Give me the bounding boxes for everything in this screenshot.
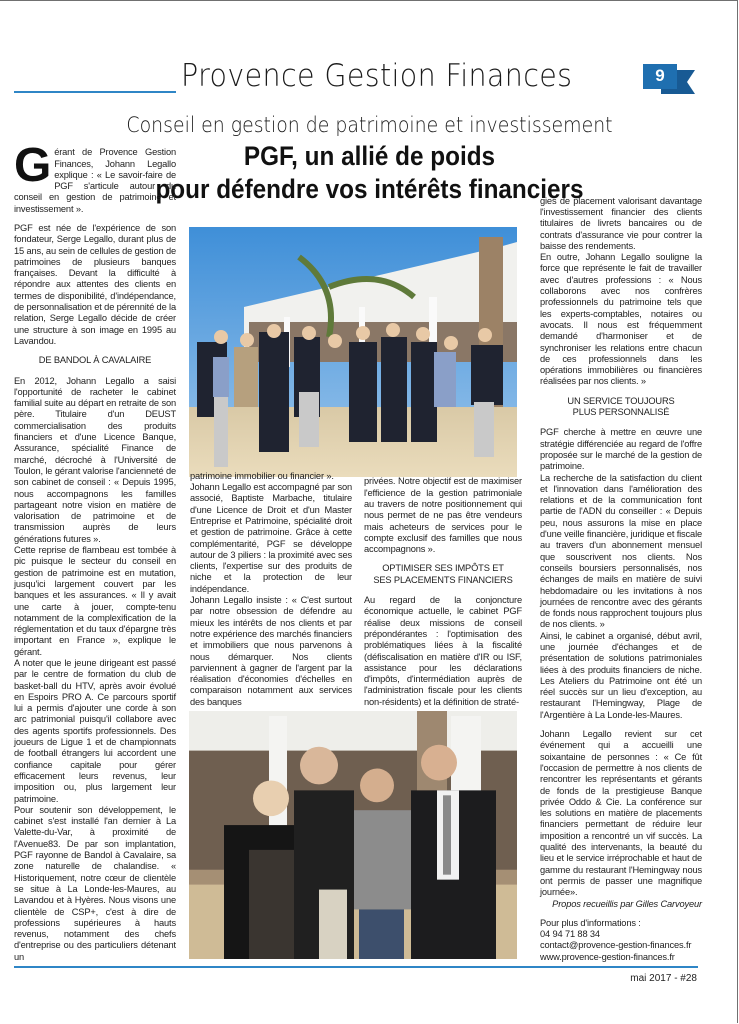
paragraph: Au regard de la conjoncture économique actuelle, le cabinet PGF réalise deux missions de conseil prépondérantes : l'optimisation des problématiques liées à la fiscalité (défiscalisation en matière d'IR ou ISF, assistance pour les déclarations d'impôts, d'intermédiation auprès de l'administration fiscale pour les clients non-résidents) et la définition de straté- [364, 595, 522, 707]
paragraph: PGF cherche à mettre en œuvre une stratégie différenciée au regard de l'offre proposée sur le marché de la gestion de patrimoine. [540, 427, 702, 472]
header-rule [14, 91, 176, 93]
author-credit: Propos recueillis par Gilles Carvoyeur [552, 898, 702, 909]
portrait-photo [189, 711, 517, 959]
article-kicker: Conseil en gestion de patrimoine et investissement [126, 113, 613, 137]
subheading [364, 563, 522, 586]
article-column-3 [364, 476, 522, 708]
contact-email[interactable]: contact@provence-gestion-finances.fr [540, 940, 692, 951]
paragraph: Johann Legallo insiste : « C'est surtout par notre obsession de défendre au mieux les intérêts de nos clients et par notre expérience des marchés financiers et immobiliers que nous parvenons à nous démarquer. Nos clients parviennent à gagner de l'argent par la réalisation d'économies d'échelles en comparaison notamment aux services des banques [190, 595, 352, 707]
group-photo [189, 227, 517, 477]
headline-line-2: pour défendre vos intérêts financiers [155, 174, 584, 204]
subheading-line-1: UN SERVICE TOUJOURS [567, 395, 675, 406]
subheading-line-1: OPTIMISER SES IMPÔTS ET [382, 563, 504, 574]
subheading: DE BANDOL À CAVALAIRE [38, 355, 152, 366]
headline-line-1: PGF, un allié de poids [243, 141, 496, 171]
drop-cap: G [14, 139, 52, 193]
issue-date: mai 2017 - #28 [630, 973, 697, 984]
paragraph: privées. Notre objectif est de maximiser l'efficience de la gestion patrimoniale au travers de notre positionnement qui nous permet de ne pas être vendeurs mais acheteurs de services pour le compte exclusif des familles que nous accompagnons ». [364, 476, 522, 555]
article-column-2 [190, 471, 352, 708]
contact-website[interactable]: www.provence-gestion-finances.fr [540, 951, 675, 962]
paragraph: Pour soutenir son développement, le cabinet s'est installé l'an dernier à La Valette-du-Var, à proximité de l'Avenue83. De par son implantation, PGF rayonne de Bandol à Cavalaire, sa zone naturelle de chalandise. « Historiquement, notre cœur de clientèle se situe à La Londe-les-Maures, au Lavandou et à Hyères. Nous visons une clientèle de CSP+, c'est à dire de professions supérieures à hauts revenus, notamment des chefs d'entreprise ou des particuliers détenant un [14, 804, 176, 962]
paragraph: Johann Legallo est accompagné par son associé, Baptiste Marbache, titulaire d'une Licence de Droit et d'un Master Entreprise et Patrimoine, spécialité droit et gestion de patrimoine. Grâce à cette complémentarité, PGF se développe autour de 3 piliers : la proximité avec ses clients, l'expertise sur des produits de niche et la protection de leur indépendance. [190, 482, 353, 594]
paragraph: En 2012, Johann Legallo a saisi l'opportunité de racheter le cabinet familial suite au départ en retraite de son père. Titulaire d'un DEUST commercialisation des produits financiers et d'une Licence Banque, Assurance, spécialité Finance de marché, décroché à l'Université de Toulon, le gérant valorise l'ancienneté de son cabinet de conseil : « Depuis 1995, nous accompagnons les familles partageant notre vision en matière de valorisation de patrimoine et de transmission auprès de leurs générations futures ». [14, 375, 176, 544]
article-column-1 [14, 139, 176, 963]
contact-phone[interactable]: 04 94 71 88 34 [540, 929, 600, 940]
subheading-line-2: PLUS PERSONNALISÉ [572, 407, 670, 418]
paragraph: Ainsi, le cabinet a organisé, début avril, une journée d'échanges et de présentation de solutions patrimoniales liées à des produits financiers de niche. Les Ateliers du Patrimoine ont été un réel succès sur un lieu d'exception, au restaurant l'Hemingway, Plage de l'Argentière à La Londe-les-Maures. [540, 630, 702, 720]
magazine-section-title: Provence Gestion Finances [181, 58, 573, 94]
subheading-line-2: SES PLACEMENTS FINANCIERS [373, 574, 513, 585]
paragraph: En outre, Johann Legallo souligne la force que représente le fait de travailler avec d'autres professions : « Nous collaborons avec nos confrères professionnels du patrimoine tels que les experts-comptables, notaires ou avocats. Il nous est fréquemment demandé d'harmoniser et de synchroniser les relations entre chacun de ces professionnels dans les opérations immobilières ou financières réalisées par nos clients. » [540, 252, 702, 387]
lead-paragraph [14, 139, 176, 215]
contact-block [540, 918, 702, 963]
article-column-4 [540, 196, 702, 963]
contact-label: Pour plus d'informations : [540, 917, 641, 928]
paragraph: gies de placement valorisant davantage l'investissement financier des clients titulaires de livrets bancaires ou de contrats d'assurance vie pour contrer la baisse des rendements. [540, 195, 702, 251]
paragraph: PGF est née de l'expérience de son fondateur, Serge Legallo, durant plus de 15 ans, au sein de cellules de gestion de patrimoines de plusieurs banques françaises. Devant la difficulté à répondre aux attentes des clients en termes de disponibilité, d'indépendance, de personnalisation et de pérennité de la relation, Serge Legallo décide de créer une structure à son image en 1995 au Lavandou. [14, 223, 176, 346]
subheading [540, 396, 702, 419]
paragraph: Cette reprise de flambeau est tombée à pic puisque le secteur du conseil en gestion de patrimoine est en mutation, jusqu'ici largement couvert par les banques et les assurances. « Il y avait une carte à jouer, compte-tenu notamment de la complexification de la réglementation et du taux d'épargne très important en France », explique le gérant. [14, 545, 176, 657]
footer-rule [14, 966, 698, 968]
paragraph: A noter que le jeune dirigeant est passé par le centre de formation du club de basket-ball du HTV, après avoir évolué en Espoirs PRO A. Ce parcours sportif lui a permis d'ajouter une corde à son arc patrimonial puisqu'il collabore avec des agents sportifs professionnels. Des joueurs de Ligue 1 et de championnats de football étrangers lui accordent une confiance capitale pour gérer efficacement leurs revenus, leur imposition ou, plus largement leur patrimoine. [14, 657, 176, 804]
paragraph: La recherche de la satisfaction du client et l'innovation dans l'amélioration des relations et de la communication font partie de l'ADN du conseiller : « Depuis peu, nous assurons la mise en place d'une veille financière, juridique et fiscale au travers d'un abonnement mensuel que souscrivent nos clients. Nos conseils boursiers personnalisés, nos échanges de mails en matière de suivi hebdomadaire ou les invitations à nos journées de rencontre avec des gérants de fonds nous rapprochent toujours plus de nos clients. » [540, 472, 702, 630]
paragraph: patrimoine immobilier ou financier ». [190, 470, 334, 481]
page-number: 9 [655, 66, 665, 85]
paragraph: Johann Legallo revient sur cet événement qui a accueilli une soixantaine de personnes : « Ce fût l'occasion de permettre à nos clients de rencontrer les représentants et gérants de fonds de la prestigieuse Banque privée Oddo & Cie. La conférence sur les solutions en matière de placements financiers permettant de réduire leur imposition a rencontré un vif succès. La qualité des intervenants, la beauté du lieu et le service irréprochable et haut de gamme du restaurant l'Hemingway nous ont permis de passer une magnifique journée». [540, 729, 702, 898]
lead-text: érant de Provence Gestion Finances, Johann Legallo explique : « Le savoir-faire de PGF s'articule autour du conseil en gestion de patrimoine et investissement ». [14, 147, 176, 214]
